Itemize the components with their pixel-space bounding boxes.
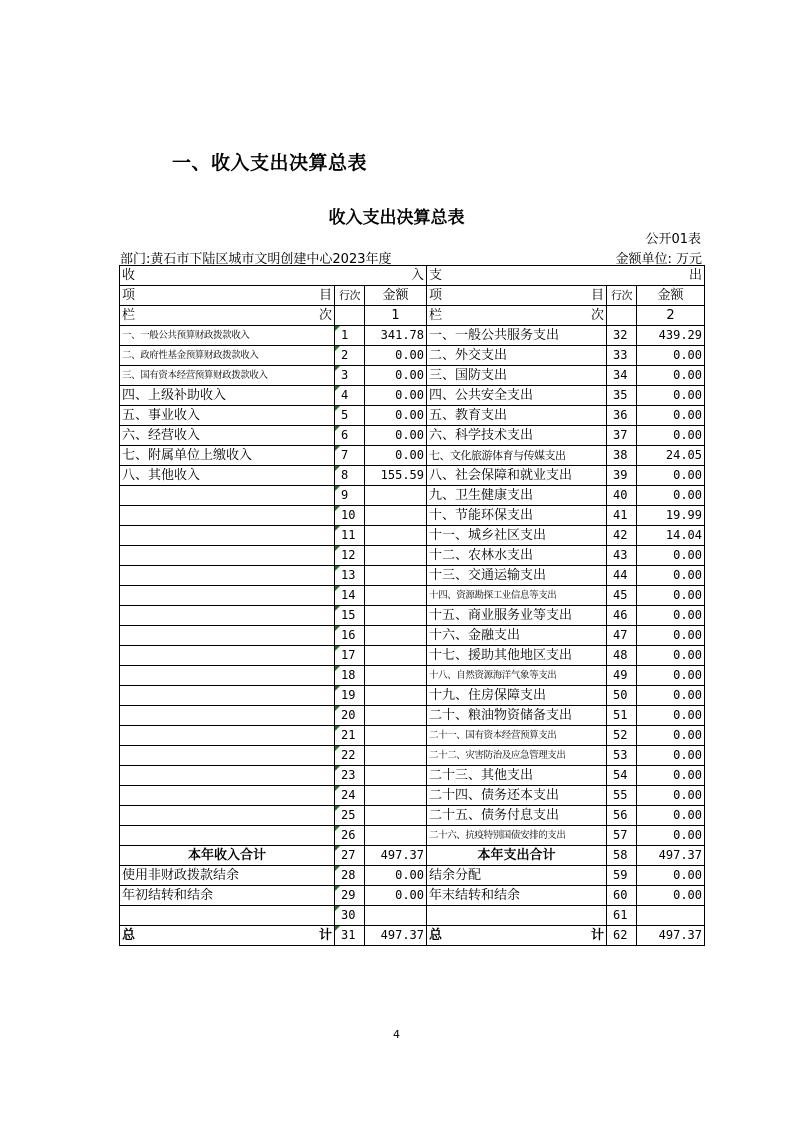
table-body: [120, 266, 705, 946]
income-amount: [365, 786, 427, 806]
expenditure-item: 十、节能环保支出: [427, 506, 607, 526]
table-title: 收入支出决算总表: [328, 208, 465, 228]
income-item: 八、其他收入: [120, 466, 335, 486]
income-amount: [365, 566, 427, 586]
expenditure-seq: 59: [607, 866, 637, 886]
income-item: [120, 526, 335, 546]
expenditure-item: 六、科学技术支出: [427, 426, 607, 446]
expenditure-amount: 0.00: [637, 646, 705, 666]
expenditure-seq: 38: [607, 446, 637, 466]
expenditure-total-amount: 497.37: [637, 926, 705, 946]
income-header-a: 收: [122, 268, 136, 283]
table-row: [120, 546, 705, 566]
page-number: 4: [393, 1028, 400, 1041]
expenditure-amount: 0.00: [637, 706, 705, 726]
expenditure-total-label: [427, 926, 607, 946]
income-item: 七、附属单位上缴收入: [120, 446, 335, 466]
income-seq: 6: [335, 426, 365, 446]
income-amount: [365, 626, 427, 646]
table-row: [120, 366, 705, 386]
income-expenditure-table: [119, 265, 705, 946]
income-seq: 19: [335, 686, 365, 706]
table-row: [120, 506, 705, 526]
header-row-columns: [120, 286, 705, 306]
table-row: [120, 406, 705, 426]
expenditure-item: 二十二、灾害防治及应急管理支出: [427, 746, 607, 766]
income-amount: [365, 806, 427, 826]
income-seq: 22: [335, 746, 365, 766]
header-row-column-numbers: [120, 306, 705, 326]
income-seq: 18: [335, 666, 365, 686]
table-row: [120, 646, 705, 666]
income-item: [120, 766, 335, 786]
income-item: [120, 646, 335, 666]
expenditure-subtotal-amount: 497.37: [637, 846, 705, 866]
income-item: [120, 486, 335, 506]
expenditure-amount: 0.00: [637, 866, 705, 886]
expenditure-item: 二十四、债务还本支出: [427, 786, 607, 806]
expenditure-item: 四、公共安全支出: [427, 386, 607, 406]
income-column-number: 1: [365, 306, 427, 326]
income-amount: 341.78: [365, 326, 427, 346]
item-header-a: 项: [429, 288, 443, 303]
expenditure-amount: 0.00: [637, 786, 705, 806]
expenditure-item: 二十三、其他支出: [427, 766, 607, 786]
income-seq: 29: [335, 886, 365, 906]
income-item: [120, 586, 335, 606]
section-title: 一、收入支出决算总表: [172, 152, 368, 174]
income-seq: 7: [335, 446, 365, 466]
expenditure-seq: 47: [607, 626, 637, 646]
expenditure-amount: 24.05: [637, 446, 705, 466]
expenditure-seq: 45: [607, 586, 637, 606]
header-row-section: [120, 266, 705, 286]
income-column-label: [120, 306, 335, 326]
table-row: [120, 726, 705, 746]
income-seq: 23: [335, 766, 365, 786]
item-header-a: 项: [122, 288, 136, 303]
expenditure-amount: 0.00: [637, 346, 705, 366]
income-seq: 28: [335, 866, 365, 886]
table-row: [120, 426, 705, 446]
income-item: [120, 806, 335, 826]
table-row: [120, 466, 705, 486]
expenditure-seq: 54: [607, 766, 637, 786]
expenditure-item: 五、教育支出: [427, 406, 607, 426]
expenditure-item: [427, 906, 607, 926]
expenditure-seq: 57: [607, 826, 637, 846]
income-header-b: 入: [410, 268, 424, 283]
expenditure-total-seq: 62: [607, 926, 637, 946]
expenditure-seq: 40: [607, 486, 637, 506]
income-amount: 0.00: [365, 446, 427, 466]
income-item: [120, 686, 335, 706]
amount-unit: 金额单位: 万元: [615, 252, 702, 267]
expenditure-amount: 0.00: [637, 686, 705, 706]
expenditure-header-a: 支: [429, 268, 443, 283]
expenditure-item: 十五、商业服务业等支出: [427, 606, 607, 626]
expenditure-amount: 19.99: [637, 506, 705, 526]
expenditure-seq: 60: [607, 886, 637, 906]
expenditure-header-b: 出: [688, 268, 702, 283]
expenditure-item: 十六、金融支出: [427, 626, 607, 646]
expenditure-item: 二十、粮油物资储备支出: [427, 706, 607, 726]
table-row: [120, 666, 705, 686]
income-amount: [365, 746, 427, 766]
expenditure-amount: 439.29: [637, 326, 705, 346]
income-seq: 25: [335, 806, 365, 826]
income-seq: 15: [335, 606, 365, 626]
department-name: 黄石市下陆区城市文明创建中心: [150, 252, 333, 267]
expenditure-amount: 0.00: [637, 426, 705, 446]
income-seq: 9: [335, 486, 365, 506]
expenditure-amount: 0.00: [637, 586, 705, 606]
total-label-b: 计: [318, 928, 332, 943]
table-row: [120, 806, 705, 826]
income-item: [120, 746, 335, 766]
income-item: [120, 546, 335, 566]
col-label-a: 栏: [429, 308, 443, 323]
expenditure-header: [427, 266, 705, 286]
expenditure-item: 九、卫生健康支出: [427, 486, 607, 506]
expenditure-item: 十八、自然资源海洋气象等支出: [427, 666, 607, 686]
table-row: [120, 486, 705, 506]
expenditure-item: 八、社会保障和就业支出: [427, 466, 607, 486]
expenditure-amount: 0.00: [637, 626, 705, 646]
expenditure-seq: 37: [607, 426, 637, 446]
expenditure-seq: 34: [607, 366, 637, 386]
expenditure-item: 二十六、抗疫特别国债安排的支出: [427, 826, 607, 846]
expenditure-seq: 51: [607, 706, 637, 726]
income-amount: [365, 826, 427, 846]
income-seq: 8: [335, 466, 365, 486]
table-row: [120, 566, 705, 586]
income-seq: 4: [335, 386, 365, 406]
total-label-a: 总: [122, 928, 136, 943]
expenditure-seq-header: 行次: [607, 286, 637, 306]
expenditure-item: 十四、资源勘探工业信息等支出: [427, 586, 607, 606]
income-seq: 26: [335, 826, 365, 846]
income-item: 五、事业收入: [120, 406, 335, 426]
expenditure-seq: 32: [607, 326, 637, 346]
expenditure-seq: 48: [607, 646, 637, 666]
col-label-b: 次: [590, 308, 604, 323]
income-subtotal-amount: 497.37: [365, 846, 427, 866]
expenditure-amount: 0.00: [637, 546, 705, 566]
col-label-a: 栏: [122, 308, 136, 323]
table-row: [120, 746, 705, 766]
item-header-b: 目: [590, 288, 604, 303]
expenditure-seq: 49: [607, 666, 637, 686]
expenditure-item: 二十五、债务付息支出: [427, 806, 607, 826]
expenditure-seq: 56: [607, 806, 637, 826]
table-row: [120, 626, 705, 646]
income-item: 三、国有资本经营预算财政拨款收入: [120, 366, 335, 386]
table-row: [120, 786, 705, 806]
table-row: [120, 606, 705, 626]
expenditure-amount: 0.00: [637, 466, 705, 486]
income-amount: 0.00: [365, 346, 427, 366]
income-seq: 16: [335, 626, 365, 646]
form-number: 公开01表: [645, 232, 701, 247]
table-row: [120, 526, 705, 546]
expenditure-amount: 0.00: [637, 386, 705, 406]
expenditure-column-label: [427, 306, 607, 326]
income-amount: [365, 586, 427, 606]
expenditure-item: 十一、城乡社区支出: [427, 526, 607, 546]
expenditure-seq: 55: [607, 786, 637, 806]
expenditure-subtotal-label: 本年支出合计: [427, 846, 607, 866]
income-item: [120, 906, 335, 926]
expenditure-amount: 0.00: [637, 606, 705, 626]
income-amount: [365, 606, 427, 626]
expenditure-seq: 36: [607, 406, 637, 426]
expenditure-item: 年末结转和结余: [427, 886, 607, 906]
table-row: [120, 766, 705, 786]
expenditure-seq: 61: [607, 906, 637, 926]
income-item: [120, 566, 335, 586]
table-row: [120, 446, 705, 466]
income-item: [120, 706, 335, 726]
expenditure-amount: 0.00: [637, 366, 705, 386]
income-amount: [365, 546, 427, 566]
expenditure-amount: 0.00: [637, 826, 705, 846]
income-seq: 30: [335, 906, 365, 926]
expenditure-column-number: 2: [637, 306, 705, 326]
table-row: [120, 686, 705, 706]
income-seq: 20: [335, 706, 365, 726]
income-seq: 5: [335, 406, 365, 426]
expenditure-amount: 0.00: [637, 806, 705, 826]
balance-row: [120, 886, 705, 906]
expenditure-item: 二、外交支出: [427, 346, 607, 366]
expenditure-item: 一、一般公共服务支出: [427, 326, 607, 346]
income-item-header: [120, 286, 335, 306]
department-label: 部门:: [120, 252, 151, 267]
expenditure-seq: 52: [607, 726, 637, 746]
total-row: [120, 926, 705, 946]
balance-row: [120, 906, 705, 926]
income-column-seq: [335, 306, 365, 326]
expenditure-item: 七、文化旅游体育与传媒支出: [427, 446, 607, 466]
expenditure-amount: 0.00: [637, 566, 705, 586]
expenditure-amount: 0.00: [637, 666, 705, 686]
income-item: [120, 606, 335, 626]
table-row: [120, 706, 705, 726]
table-row: [120, 386, 705, 406]
income-item: [120, 826, 335, 846]
income-seq-header: 行次: [335, 286, 365, 306]
income-amount: [365, 646, 427, 666]
income-item: 年初结转和结余: [120, 886, 335, 906]
expenditure-seq: 46: [607, 606, 637, 626]
balance-row: [120, 866, 705, 886]
income-amount: [365, 486, 427, 506]
expenditure-amount: 0.00: [637, 886, 705, 906]
income-amount: 155.59: [365, 466, 427, 486]
subtotal-row: [120, 846, 705, 866]
income-seq: 3: [335, 366, 365, 386]
expenditure-item: 十三、交通运输支出: [427, 566, 607, 586]
expenditure-item: 三、国防支出: [427, 366, 607, 386]
income-item: 使用非财政拨款结余: [120, 866, 335, 886]
total-label-b: 计: [590, 928, 604, 943]
col-label-b: 次: [318, 308, 332, 323]
expenditure-seq: 43: [607, 546, 637, 566]
income-seq: 11: [335, 526, 365, 546]
income-seq: 1: [335, 326, 365, 346]
income-amount: 0.00: [365, 426, 427, 446]
income-item: [120, 786, 335, 806]
income-seq: 12: [335, 546, 365, 566]
expenditure-amount: 0.00: [637, 406, 705, 426]
expenditure-amount: 0.00: [637, 726, 705, 746]
expenditure-column-seq: [607, 306, 637, 326]
income-subtotal-seq: 27: [335, 846, 365, 866]
income-total-amount: 497.37: [365, 926, 427, 946]
table-row: [120, 346, 705, 366]
expenditure-amount: 0.00: [637, 766, 705, 786]
expenditure-seq: 33: [607, 346, 637, 366]
income-total-label: [120, 926, 335, 946]
item-header-b: 目: [318, 288, 332, 303]
expenditure-item: 二十一、国有资本经营预算支出: [427, 726, 607, 746]
expenditure-seq: 41: [607, 506, 637, 526]
expenditure-item-header: [427, 286, 607, 306]
income-amount: [365, 726, 427, 746]
income-seq: 21: [335, 726, 365, 746]
expenditure-amount: 14.04: [637, 526, 705, 546]
table-row: [120, 326, 705, 346]
income-item: 二、政府性基金预算财政拨款收入: [120, 346, 335, 366]
income-seq: 13: [335, 566, 365, 586]
fiscal-year: 2023年度: [332, 252, 392, 267]
income-amount: [365, 506, 427, 526]
expenditure-amount-header: 金额: [637, 286, 705, 306]
income-amount: [365, 686, 427, 706]
income-item: 一、一般公共预算财政拨款收入: [120, 326, 335, 346]
income-amount: 0.00: [365, 366, 427, 386]
income-seq: 17: [335, 646, 365, 666]
income-amount: 0.00: [365, 866, 427, 886]
income-amount: 0.00: [365, 406, 427, 426]
expenditure-amount: 0.00: [637, 746, 705, 766]
income-amount: [365, 906, 427, 926]
expenditure-subtotal-seq: 58: [607, 846, 637, 866]
income-header: [120, 266, 427, 286]
income-item: 四、上级补助收入: [120, 386, 335, 406]
income-seq: 2: [335, 346, 365, 366]
income-item: [120, 506, 335, 526]
income-amount: [365, 666, 427, 686]
expenditure-item: 结余分配: [427, 866, 607, 886]
income-amount: [365, 706, 427, 726]
expenditure-amount: [637, 906, 705, 926]
income-seq: 14: [335, 586, 365, 606]
income-item: [120, 726, 335, 746]
expenditure-seq: 53: [607, 746, 637, 766]
expenditure-seq: 39: [607, 466, 637, 486]
income-subtotal-label: 本年收入合计: [120, 846, 335, 866]
income-amount: 0.00: [365, 886, 427, 906]
income-seq: 10: [335, 506, 365, 526]
expenditure-seq: 42: [607, 526, 637, 546]
expenditure-seq: 35: [607, 386, 637, 406]
expenditure-item: 十九、住房保障支出: [427, 686, 607, 706]
income-amount: [365, 766, 427, 786]
income-item: 六、经营收入: [120, 426, 335, 446]
income-seq: 24: [335, 786, 365, 806]
total-label-a: 总: [429, 928, 443, 943]
income-amount: 0.00: [365, 386, 427, 406]
table-row: [120, 826, 705, 846]
income-amount: [365, 526, 427, 546]
expenditure-item: 十七、援助其他地区支出: [427, 646, 607, 666]
table-row: [120, 586, 705, 606]
expenditure-seq: 44: [607, 566, 637, 586]
expenditure-amount: 0.00: [637, 486, 705, 506]
income-item: [120, 666, 335, 686]
income-item: [120, 626, 335, 646]
income-amount-header: 金额: [365, 286, 427, 306]
expenditure-item: 十二、农林水支出: [427, 546, 607, 566]
income-total-seq: 31: [335, 926, 365, 946]
expenditure-seq: 50: [607, 686, 637, 706]
